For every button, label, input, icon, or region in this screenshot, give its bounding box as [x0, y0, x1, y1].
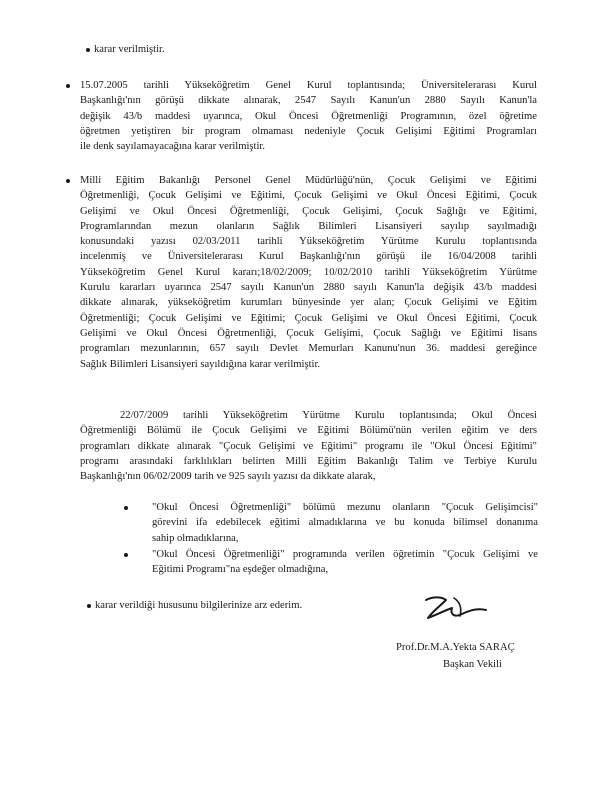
closing-text: karar verildiği hususunu bilgilerinize arz ederim. [95, 600, 303, 611]
bullet-item-a [152, 500, 538, 546]
paragraph-line: programı arasındaki farklılıkları belirten Milli Eğitim Bakanlığı Talim ve Terbiye Kurulu [80, 455, 537, 467]
paragraph-line: Gelişimi ve Okul Öncesi Öğretmenliği, Çocuk Gelişimi, Çocuk Sağlığı ve Eğitimi lisans [80, 327, 537, 339]
paragraph-line: 22/07/2009 tarihli Yükseköğretim Yürütme Kurulu toplantısında; Okul Öncesi [120, 410, 537, 421]
paragraph-line: konusundaki yazısı 02/03/2011 tarihli Yükseköğretim Yürütme Kurulu toplantısında [80, 236, 537, 248]
paragraph-line: Başkanlığı'nın görüşü dikkate alınarak, 2547 Sayılı Kanun'un 2880 Sayılı Kanun'la [80, 95, 537, 107]
paragraph-2 [80, 173, 537, 372]
bullet-item-b [152, 547, 538, 578]
bullet-line: "Okul Öncesi Öğretmenliği" programında verilen öğretimin "Çocuk Gelişimi ve [152, 549, 538, 560]
paragraph-line: değişik 43/b maddesi uyarınca, Okul Öncesi Öğretmenliği Programının, özel öğretime [80, 110, 537, 122]
bullet-line: Eğitimi Programı"na eşdeğer olmadığına, [152, 564, 329, 576]
bullet-marker [124, 553, 128, 557]
paragraph-line: Kurulu kararları uyarınca 2547 sayılı Kanun'un 2880 sayılı Kanun'la değişik 43/b maddesi [80, 282, 537, 294]
paragraph-line: Öğretmenliği Bölümü ile Çocuk Gelişimi ve Eğitimi Bölümü'nün verilen eğitim ve ders [80, 425, 537, 437]
top-item-text: karar verilmiştir. [94, 44, 165, 55]
bullet-marker [87, 604, 91, 608]
paragraph-line: Başkanlığı'nın 06/02/2009 tarih ve 925 sayılı yazısı da dikkate alarak, [80, 471, 376, 483]
paragraph-line: Programlarından mezun olanların Sağlık Bilimleri Lisansiyeri sayılıp sayılmadığı [80, 220, 537, 232]
paragraph-line: ile denk sayılamayacağına karar verilmiştir. [80, 141, 266, 153]
paragraph-line: öğretmen yetiştiren bir program olmaması nedeniyle Çocuk Gelişimi Eğitimi Programları [80, 125, 537, 137]
bullet-marker [66, 84, 70, 88]
bullet-line: görevini ifa edebilecek eğitimi almadıklarına ve bu konuda bilimsel donanıma [152, 517, 538, 529]
bullet-marker [66, 179, 70, 183]
paragraph-3 [80, 408, 537, 484]
bullet-line: sahip olmadıklarına, [152, 532, 239, 544]
paragraph-line: dikkate alınarak, yükseköğretim kurumları bünyesinde yer alan; Çocuk Gelişimi ve Eğitim [80, 297, 537, 309]
paragraph-1 [80, 78, 537, 154]
bullet-marker [124, 506, 128, 510]
paragraph-line: Gelişimi ve Okul Öncesi Öğretmenliği, Çocuk Gelişimi, Çocuk Sağlığı ve Eğitimi, [80, 205, 537, 217]
paragraph-line: programları dikkate alınarak "Çocuk Gelişimi ve Eğitimi" programı ile "Okul Öncesi Eğitimi" [80, 440, 537, 452]
signer-name: Prof.Dr.M.A.Yekta SARAÇ [396, 642, 515, 653]
signature-mark [420, 588, 490, 630]
paragraph-line: Milli Eğitim Bakanlığı Personel Genel Müdürlüğü'nün, Çocuk Gelişimi ve Eğitimi [80, 175, 537, 186]
paragraph-line: Sağlık Bilimleri Lisansiyeri sayıldığına karar verilmiştir. [80, 358, 321, 370]
signer-title: Başkan Vekili [443, 659, 502, 670]
paragraph-line: Öğretmenliği; Çocuk Gelişimi ve Eğitimi; Çocuk Gelişimi ve Okul Öncesi Eğitimi, Çocuk [80, 312, 537, 324]
paragraph-line: Öğretmenliği, Çocuk Gelişimi ve Eğitimi, Çocuk Gelişimi ve Okul Öncesi Eğitimi, Çocuk [80, 190, 537, 202]
paragraph-line: Yükseköğretim Genel Kurul kararı;18/02/2009; 10/02/2010 tarihli Yükseköğretim Yürütme [80, 266, 537, 278]
paragraph-line: 15.07.2005 tarihli Yükseköğretim Genel Kurul toplantısında; Üniversitelerarası Kurul [80, 80, 537, 91]
bullet-line: "Okul Öncesi Öğretmenliği" bölümü mezunu olanların "Çocuk Gelişimcisi" [152, 502, 538, 513]
bullet-marker [86, 48, 90, 52]
paragraph-line: programları mezunlarının, 657 sayılı Devlet Memurları Kanunu'nun 36. maddesi gereğince [80, 343, 537, 355]
paragraph-line: incelenmiş ve Üniversitelerarası Kurul Başkanlığı'nın görüşü ile 16/04/2008 tarihli [80, 251, 537, 263]
